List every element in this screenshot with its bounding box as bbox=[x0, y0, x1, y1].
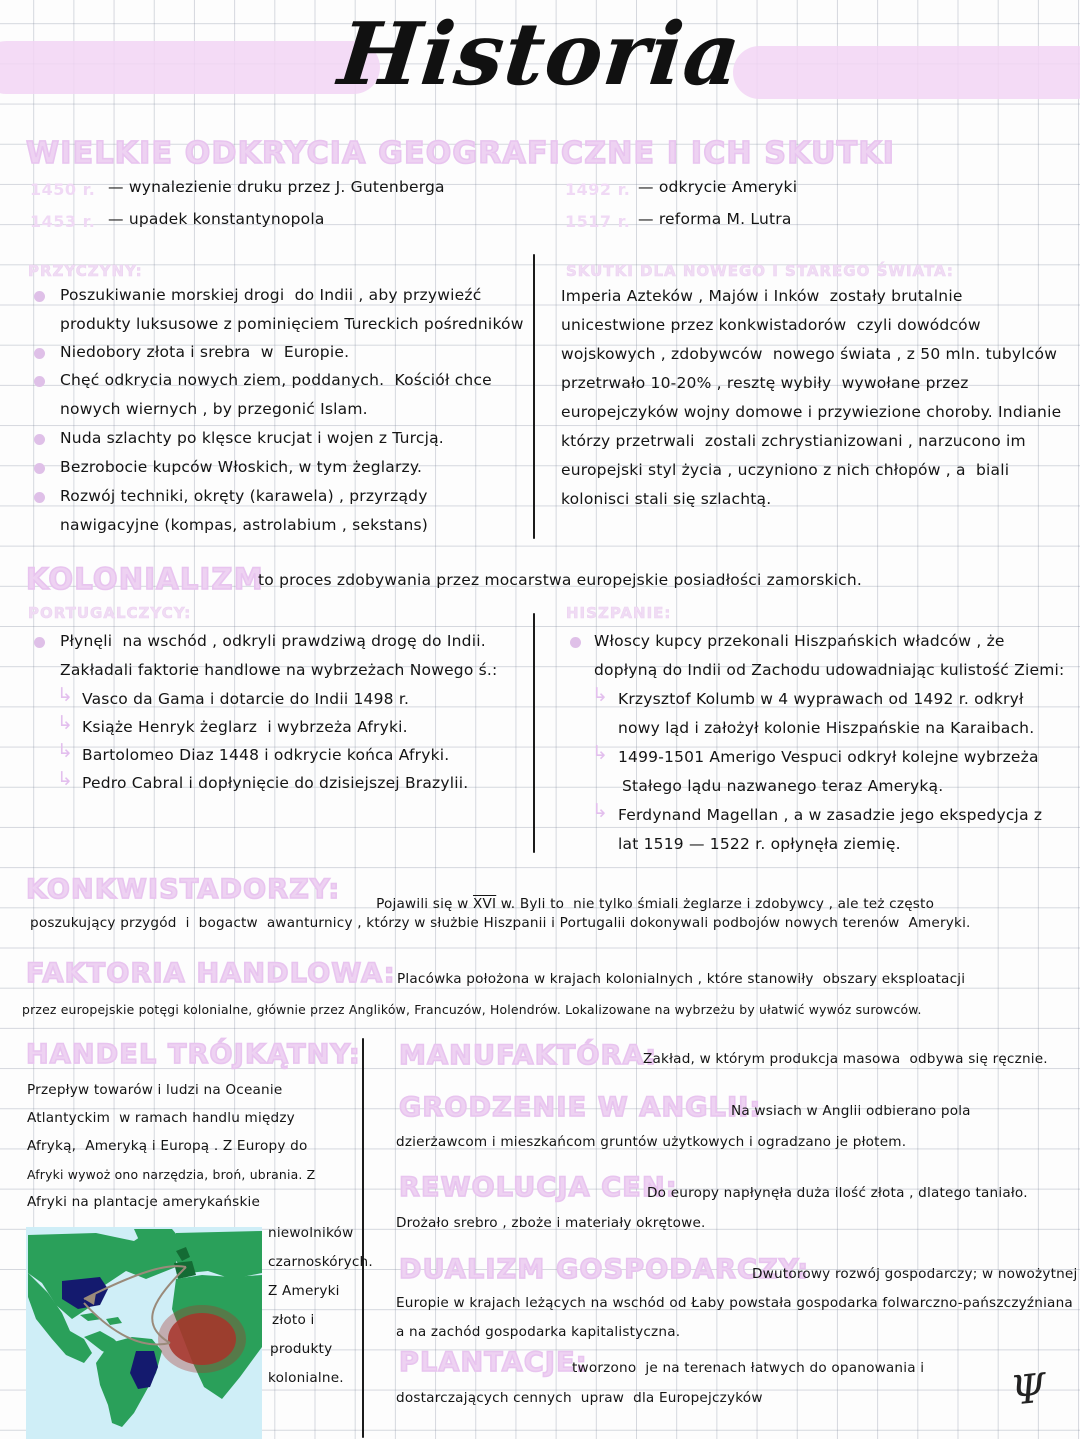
handel-wrap-line-1: niewolników bbox=[268, 1225, 354, 1241]
column-divider-top bbox=[533, 254, 535, 539]
handel-line-1: Przepływ towarów i ludzi na Oceanie bbox=[27, 1082, 283, 1098]
rewolucja-line-2: Drożało srebro , zboże i materiały okrętowe. bbox=[396, 1215, 706, 1231]
arrow-sub-bullet-icon: ↳ bbox=[57, 712, 73, 734]
cause-2-line-1: Niedobory złota i srebra w Europie. bbox=[60, 343, 350, 361]
konkwistadorzy-century: $\overline{XVI}$ bbox=[472, 895, 497, 912]
cause-3-line-1: Chęć odkrycia nowych ziem, poddanych. Kościół chce bbox=[60, 371, 492, 389]
page-title: Historia bbox=[334, 4, 746, 105]
heading-kolonializm: KOLONIALIZM bbox=[26, 562, 264, 596]
spanish-item-1-line-1: Krzysztof Kolumb w 4 wyprawach od 1492 r. odkrył bbox=[618, 690, 1024, 708]
subheading-przyczyny: PRZYCZYNY: bbox=[28, 262, 143, 280]
effect-line-4: przetrwało 10-20% , resztę wybiły wywołane przez bbox=[561, 374, 969, 392]
portuguese-item-4: Pedro Cabral i dopłynięcie do dzisiejszej Brazylii. bbox=[82, 774, 469, 792]
signature-doodle: Ψ bbox=[1008, 1365, 1049, 1415]
event-1492: — odkrycie Ameryki bbox=[638, 178, 798, 196]
handel-wrap-line-3: Z Ameryki bbox=[268, 1283, 340, 1299]
portuguese-line-1: Płynęli na wschód , odkryli prawdziwą drogę do Indii. bbox=[60, 632, 486, 650]
heading-rewolucja-cen: REWOLUCJA CEN: bbox=[399, 1172, 678, 1203]
grodzenie-line-2: dzierżawcom i mieszkańcom gruntów użytkowych i ogradzano je płotem. bbox=[396, 1134, 907, 1150]
heading-dualizm-gospodarczy: DUALIZM GOSPODARCZY: bbox=[399, 1254, 810, 1285]
bullet-dot bbox=[34, 637, 45, 648]
spanish-item-3-line-1: Ferdynand Magellan , a w zasadzie jego ekspedycja z bbox=[618, 806, 1043, 824]
cause-5-line-1: Bezrobocie kupców Włoskich, w tym żeglarzy. bbox=[60, 458, 423, 476]
subheading-skutki: SKUTKI DLA NOWEGO I STAREGO ŚWIATA: bbox=[566, 262, 954, 280]
bullet-dot bbox=[570, 637, 581, 648]
column-divider-bottom bbox=[362, 1038, 364, 1438]
konkwistadorzy-text-a: Pojawili się w bbox=[376, 895, 473, 912]
handel-line-2: Atlantyckim w ramach handlu między bbox=[27, 1110, 295, 1126]
konkwistadorzy-text-b: w. Byli to nie tylko śmiali żeglarze i zdobywcy , ale też często bbox=[496, 895, 935, 912]
kolonializm-definition: to proces zdobywania przez mocarstwa europejskie posiadłości zamorskich. bbox=[258, 571, 863, 589]
portuguese-item-2: Książe Henryk żeglarz i wybrzeża Afryki. bbox=[82, 718, 408, 736]
subheading-portugalczycy: PORTUGALCZYCY: bbox=[28, 604, 192, 622]
heading-wielkie-odkrycia: WIELKIE ODKRYCIA GEOGRAFICZNE I ICH SKUTKI bbox=[26, 136, 896, 171]
arrow-sub-bullet-icon: ↳ bbox=[57, 768, 73, 790]
spanish-item-1-line-2: nowy ląd i założył kolonie Hiszpańskie na Karaibach. bbox=[618, 719, 1035, 737]
arrow-sub-bullet-icon: ↳ bbox=[592, 684, 608, 706]
effect-line-5: europejczyków wojny domowe i przywiezione choroby. Indianie bbox=[561, 403, 1062, 421]
rewolucja-line-1: Do europy napłynęła duża ilość złota , dlatego taniało. bbox=[647, 1185, 1028, 1201]
plantacje-line-1: tworzono je na terenach łatwych do opanowania i bbox=[572, 1360, 925, 1376]
konkwistadorzy-line-2: poszukujący przygód i bogactw awanturnicy , którzy w służbie Hiszpanii i Portugalii dokonywali podbojów nowych terenów Ameryki. bbox=[30, 915, 971, 931]
date-1492: 1492 r. bbox=[565, 180, 631, 199]
subheading-hiszpanie: HISZPANIE: bbox=[566, 604, 672, 622]
handel-wrap-line-5: produkty bbox=[270, 1341, 333, 1357]
heading-grodzenie-w-anglii: GRODZENIE W ANGLII: bbox=[399, 1092, 762, 1123]
portuguese-item-3: Bartolomeo Diaz 1448 i odkrycie końca Afryki. bbox=[82, 746, 450, 764]
bullet-dot bbox=[34, 434, 45, 445]
event-1453: — upadek konstantynopola bbox=[108, 210, 325, 228]
date-1517: 1517 r. bbox=[565, 212, 631, 231]
handel-wrap-line-2: czarnoskórych. bbox=[268, 1254, 373, 1270]
cause-6-line-2: nawigacyjne (kompas, astrolabium , sekstans) bbox=[60, 516, 429, 534]
spanish-item-3-line-2: lat 1519 — 1522 r. opłynęła ziemię. bbox=[618, 835, 901, 853]
grodzenie-line-1: Na wsiach w Anglii odbierano pola bbox=[731, 1103, 971, 1119]
bullet-dot bbox=[34, 463, 45, 474]
effect-line-6: którzy przetrwali zostali zchrystianizowani , narzucono im bbox=[561, 432, 1026, 450]
portuguese-line-2: Zakładali faktorie handlowe na wybrzeżach Nowego ś.: bbox=[60, 661, 498, 679]
dualizm-line-1: Dwutorowy rozwój gospodarczy; w nowożytnej bbox=[752, 1266, 1078, 1282]
handel-wrap-line-6: kolonialne. bbox=[268, 1370, 344, 1386]
date-1453: 1453 r. bbox=[30, 212, 96, 231]
date-1450: 1450 r. bbox=[30, 180, 96, 199]
heading-faktoria-handlowa: FAKTORIA HANDLOWA: bbox=[26, 958, 396, 989]
effect-line-8: kolonisci stali się szlachtą. bbox=[561, 490, 772, 508]
manufaktura-line-1: Zakład, w którym produkcja masowa odbywa się ręcznie. bbox=[643, 1051, 1048, 1067]
spanish-item-2-line-2: Stałego lądu nazwanego teraz Ameryką. bbox=[622, 777, 944, 795]
cause-3-line-2: nowych wiernych , by przegonić Islam. bbox=[60, 400, 368, 418]
plantacje-line-2: dostarczających cennych upraw dla Europejczyków bbox=[396, 1390, 763, 1406]
heading-konkwistadorzy: KONKWISTADORZY: bbox=[26, 874, 341, 905]
spanish-item-2-line-1: 1499-1501 Amerigo Vespuci odkrył kolejne wybrzeża bbox=[618, 748, 1039, 766]
cause-1-line-1: Poszukiwanie morskiej drogi do Indii , aby przywieźć bbox=[60, 286, 482, 304]
arrow-sub-bullet-icon: ↳ bbox=[57, 684, 73, 706]
column-divider-colonialism bbox=[533, 613, 535, 853]
spanish-line-2: dopłyną do Indii od Zachodu udowadniając kulistość Ziemi: bbox=[594, 661, 1065, 679]
spanish-line-1: Włoscy kupcy przekonali Hiszpańskich władców , że bbox=[594, 632, 1005, 650]
heading-handel-trojkatny: HANDEL TRÓJKĄTNY: bbox=[26, 1039, 361, 1070]
arrow-sub-bullet-icon: ↳ bbox=[57, 740, 73, 762]
cause-1-line-2: produkty luksusowe z pominięciem Tureckich pośredników bbox=[60, 315, 524, 333]
bullet-dot bbox=[34, 291, 45, 302]
heading-plantacje: PLANTACJE: bbox=[399, 1347, 588, 1378]
bullet-dot bbox=[34, 348, 45, 359]
handel-line-5: Afryki na plantacje amerykańskie bbox=[27, 1194, 261, 1210]
effect-line-1: Imperia Azteków , Majów i Inków zostały brutalnie bbox=[561, 287, 963, 305]
bullet-dot bbox=[34, 492, 45, 503]
effect-line-2: unicestwione przez konkwistadorów czyli dowódców bbox=[561, 316, 981, 334]
heading-manufaktura: MANUFAKTÓRA: bbox=[399, 1040, 658, 1071]
bullet-dot bbox=[34, 376, 45, 387]
cause-6-line-1: Rozwój techniki, okręty (karawela) , przyrządy bbox=[60, 487, 428, 505]
handel-line-3: Afryką, Ameryką i Europą . Z Europy do bbox=[27, 1138, 308, 1154]
arrow-sub-bullet-icon: ↳ bbox=[592, 742, 608, 764]
arrow-sub-bullet-icon: ↳ bbox=[592, 800, 608, 822]
portuguese-item-1: Vasco da Gama i dotarcie do Indii 1498 r. bbox=[82, 690, 410, 708]
effect-line-3: wojskowych , zdobywców nowego świata , z 50 mln. tubylców bbox=[561, 345, 1058, 363]
dualizm-line-3: a na zachód gospodarka kapitalistyczna. bbox=[396, 1324, 681, 1340]
handel-wrap-line-4: złoto i bbox=[272, 1312, 315, 1328]
faktoria-line-1: Placówka położona w krajach kolonialnych , które stanowiły obszary eksploatacji bbox=[397, 971, 966, 987]
dualizm-line-2: Europie w krajach leżących na wschód od Łaby powstała gospodarka folwarczno-pańszczyźniana bbox=[396, 1295, 1073, 1311]
triangular-trade-map-image bbox=[26, 1227, 262, 1439]
handel-line-4: Afryki wywoż ono narzędzia, broń, ubrania. Z bbox=[27, 1167, 316, 1182]
cause-4-line-1: Nuda szlachty po klęsce krucjat i wojen z Turcją. bbox=[60, 429, 444, 447]
faktoria-line-2: przez europejskie potęgi kolonialne, głównie przez Anglików, Francuzów, Holendrów. Lokalizowane na wybrzeżu by ułatwić wywóz surowców. bbox=[22, 1002, 922, 1017]
effect-line-7: europejski styl życia , uczyniono z nich chłopów , a biali bbox=[561, 461, 1010, 479]
event-1517: — reforma M. Lutra bbox=[638, 210, 792, 228]
event-1450: — wynalezienie druku przez J. Gutenberga bbox=[108, 178, 445, 196]
